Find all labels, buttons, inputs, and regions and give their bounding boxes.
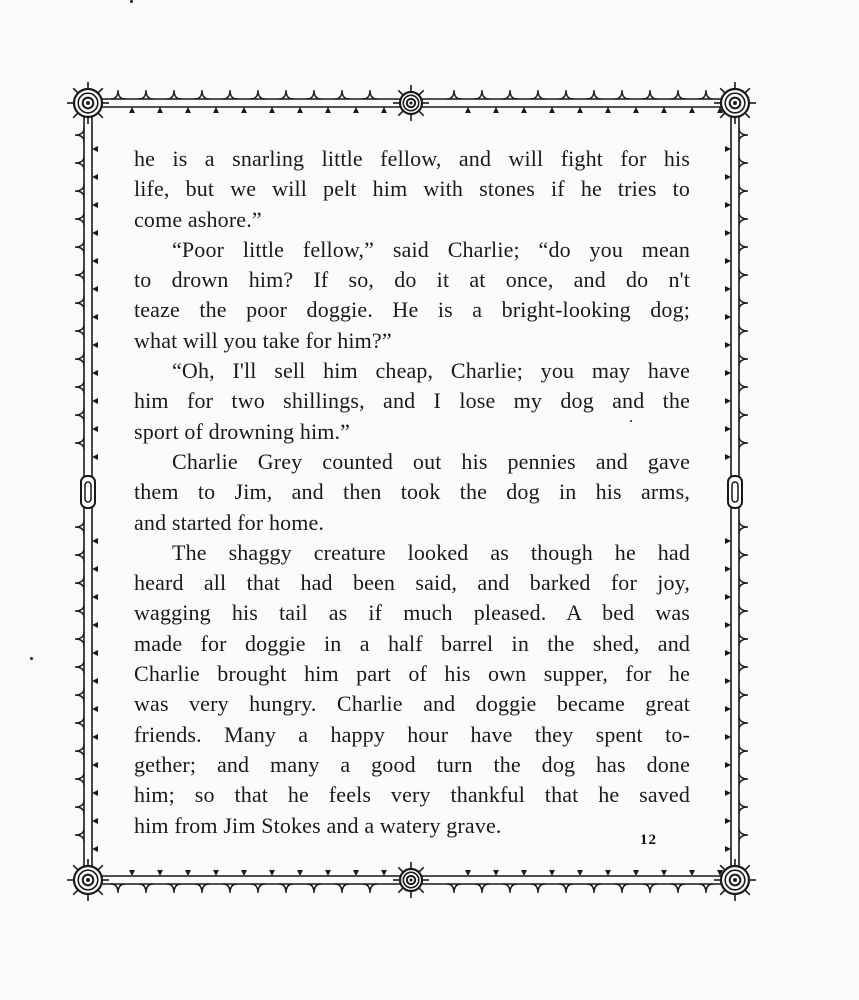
corner-rosette-icon-center xyxy=(86,101,90,105)
thorn xyxy=(725,538,731,544)
mid-rosette-icon-center xyxy=(409,101,412,104)
thorn xyxy=(739,772,748,786)
thorn xyxy=(739,548,748,562)
thorn xyxy=(157,870,163,876)
corner-rosette-icon-spike xyxy=(720,113,725,118)
side-cartouche-icon xyxy=(728,476,742,508)
thorn xyxy=(739,604,748,618)
thorn xyxy=(92,706,98,712)
thorn xyxy=(447,90,461,99)
thorn xyxy=(92,566,98,572)
thorn xyxy=(75,156,84,170)
thorn xyxy=(92,734,98,740)
thorn xyxy=(503,90,517,99)
thorn xyxy=(661,107,667,113)
thorn xyxy=(447,884,461,893)
text-line: gether; and many a good turn the dog has done xyxy=(134,751,690,777)
thorn xyxy=(325,107,331,113)
thorn xyxy=(92,146,98,152)
thorn xyxy=(559,90,573,99)
text-line: friends. Many a happy hour have they spent to- xyxy=(134,721,690,747)
mid-rosette-icon-spike xyxy=(419,111,424,116)
thorn xyxy=(75,184,84,198)
thorn xyxy=(521,107,527,113)
thorn xyxy=(185,107,191,113)
thorn xyxy=(92,538,98,544)
thorn xyxy=(307,90,321,99)
thorn xyxy=(739,436,748,450)
thorn xyxy=(111,90,125,99)
text-line: them to Jim, and then took the dog in his arms, xyxy=(134,479,690,505)
thorn xyxy=(251,90,265,99)
thorn xyxy=(75,604,84,618)
thorn xyxy=(549,870,555,876)
text-line: The shaggy creature looked as though he had xyxy=(172,539,690,565)
thorn xyxy=(75,520,84,534)
thorn xyxy=(725,426,731,432)
thorn xyxy=(549,107,555,113)
thorn xyxy=(725,454,731,460)
thorn xyxy=(335,884,349,893)
thorn xyxy=(353,870,359,876)
mid-rosette-icon-spike xyxy=(419,90,424,95)
corner-rosette-icon-spike xyxy=(73,88,78,93)
mid-rosette-icon-spike xyxy=(398,90,403,95)
thorn xyxy=(92,174,98,180)
thorn xyxy=(223,884,237,893)
corner-rosette-icon-center xyxy=(86,878,90,882)
thorn xyxy=(725,174,731,180)
text-line: what will you take for him?” xyxy=(134,327,392,353)
text-line: him; so that he feels very thankful that he saved xyxy=(134,782,690,808)
thorn xyxy=(521,870,527,876)
thorn xyxy=(381,107,387,113)
thorn xyxy=(739,128,748,142)
thorn xyxy=(725,762,731,768)
thorn xyxy=(139,90,153,99)
thorn xyxy=(559,884,573,893)
thorn xyxy=(75,576,84,590)
thorn xyxy=(739,324,748,338)
mid-rosette-icon-spike xyxy=(419,867,424,872)
thorn xyxy=(725,314,731,320)
thorn xyxy=(531,884,545,893)
thorn xyxy=(75,548,84,562)
corner-rosette-icon-spike xyxy=(745,113,750,118)
thorn xyxy=(587,90,601,99)
thorn xyxy=(739,184,748,198)
thorn xyxy=(725,678,731,684)
thorn xyxy=(671,884,685,893)
corner-rosette-icon-spike xyxy=(720,88,725,93)
thorn xyxy=(577,107,583,113)
thorn xyxy=(725,790,731,796)
thorn xyxy=(129,870,135,876)
text-line: sport of drowning him.” xyxy=(134,418,351,444)
thorn xyxy=(587,884,601,893)
thorn xyxy=(75,716,84,730)
thorn xyxy=(739,800,748,814)
thorn xyxy=(739,828,748,842)
thorn xyxy=(739,716,748,730)
thorn xyxy=(493,870,499,876)
corner-rosette-icon-center xyxy=(733,101,737,105)
thorn xyxy=(279,90,293,99)
thorn xyxy=(699,90,713,99)
corner-rosette-icon-spike xyxy=(98,113,103,118)
text-line: “Oh, I'll sell him cheap, Charlie; you may have xyxy=(172,358,690,384)
thorn xyxy=(297,870,303,876)
thorn xyxy=(335,90,349,99)
thorn xyxy=(725,342,731,348)
thorn xyxy=(725,286,731,292)
thorn xyxy=(92,398,98,404)
thorn xyxy=(92,202,98,208)
thorn xyxy=(157,107,163,113)
thorn xyxy=(363,884,377,893)
thorn xyxy=(725,202,731,208)
thorn xyxy=(307,884,321,893)
corner-rosette-icon-spike xyxy=(720,865,725,870)
thorn xyxy=(643,884,657,893)
thorn xyxy=(223,90,237,99)
thorn xyxy=(241,107,247,113)
thorn xyxy=(139,884,153,893)
thorn xyxy=(92,370,98,376)
mid-rosette-icon-spike xyxy=(419,888,424,893)
thorn xyxy=(725,818,731,824)
thorn xyxy=(739,352,748,366)
text-line: him for two shillings, and I lose my dog and the xyxy=(134,388,690,414)
thorn xyxy=(739,380,748,394)
thorn xyxy=(75,800,84,814)
thorn xyxy=(725,146,731,152)
text-line: and started for home. xyxy=(134,509,325,535)
corner-rosette-icon-spike xyxy=(745,865,750,870)
thorn xyxy=(92,314,98,320)
text-line: come ashore.” xyxy=(134,206,262,232)
thorn xyxy=(739,632,748,646)
thorn xyxy=(92,342,98,348)
body-text xyxy=(134,144,690,841)
thorn xyxy=(75,128,84,142)
thorn xyxy=(195,884,209,893)
thorn xyxy=(725,258,731,264)
thorn xyxy=(577,870,583,876)
thorn xyxy=(725,230,731,236)
thorn xyxy=(279,884,293,893)
text-line: wagging his tail as if much pleased. A bed was xyxy=(134,600,690,626)
thorn xyxy=(739,240,748,254)
text-line: “Poor little fellow,” said Charlie; “do you mean xyxy=(172,236,690,262)
thorn xyxy=(92,790,98,796)
thorn xyxy=(531,90,545,99)
thorn xyxy=(92,594,98,600)
text-line: he is a snarling little fellow, and will fight for his xyxy=(134,146,690,171)
thorn xyxy=(689,107,695,113)
mid-rosette-icon-center xyxy=(409,878,412,881)
thorn xyxy=(671,90,685,99)
thorn xyxy=(475,90,489,99)
thorn xyxy=(111,884,125,893)
thorn xyxy=(213,870,219,876)
thorn xyxy=(92,258,98,264)
thorn xyxy=(92,650,98,656)
thorn xyxy=(739,744,748,758)
thorn xyxy=(739,520,748,534)
ink-speck xyxy=(130,0,133,3)
thorn xyxy=(739,268,748,282)
corner-rosette-icon-spike xyxy=(720,890,725,895)
thorn xyxy=(75,660,84,674)
thorn xyxy=(297,107,303,113)
thorn xyxy=(725,846,731,852)
thorn xyxy=(725,734,731,740)
thorn xyxy=(92,454,98,460)
thorn xyxy=(92,678,98,684)
thorn xyxy=(213,107,219,113)
thorn xyxy=(643,90,657,99)
thorn xyxy=(725,706,731,712)
thorn xyxy=(615,884,629,893)
corner-rosette-icon-center xyxy=(733,878,737,882)
thorn xyxy=(605,107,611,113)
thorn xyxy=(92,846,98,852)
text-line: Charlie Grey counted out his pennies and gave xyxy=(172,448,690,474)
ink-speck xyxy=(30,657,33,660)
thorn xyxy=(475,884,489,893)
thorn xyxy=(363,90,377,99)
thorn xyxy=(739,660,748,674)
thorn xyxy=(739,156,748,170)
thorn xyxy=(241,870,247,876)
text-line: Charlie brought him part of his own supper, for he xyxy=(134,661,690,687)
corner-rosette-icon-spike xyxy=(98,865,103,870)
thorn xyxy=(605,870,611,876)
thorn xyxy=(251,884,265,893)
thorn xyxy=(739,408,748,422)
thorn xyxy=(739,576,748,590)
thorn xyxy=(75,240,84,254)
thorn xyxy=(92,818,98,824)
thorn xyxy=(269,107,275,113)
thorn xyxy=(739,296,748,310)
thorn xyxy=(353,107,359,113)
thorn xyxy=(503,884,517,893)
text-line: him from Jim Stokes and a watery grave. xyxy=(134,812,502,838)
corner-rosette-icon-spike xyxy=(73,890,78,895)
thorn xyxy=(325,870,331,876)
thorn xyxy=(689,870,695,876)
thorn xyxy=(493,107,499,113)
thorn xyxy=(75,268,84,282)
thorn xyxy=(725,622,731,628)
thorn xyxy=(92,426,98,432)
thorn xyxy=(75,352,84,366)
mid-rosette-icon-spike xyxy=(398,867,403,872)
page-number: 12 xyxy=(640,832,657,848)
thorn xyxy=(185,870,191,876)
thorn xyxy=(633,870,639,876)
thorn xyxy=(129,107,135,113)
thorn xyxy=(725,566,731,572)
thorn xyxy=(92,286,98,292)
thorn xyxy=(75,212,84,226)
thorn xyxy=(739,688,748,702)
text-line: life, but we will pelt him with stones if he tries to xyxy=(134,176,690,202)
thorn xyxy=(465,870,471,876)
thorn xyxy=(75,324,84,338)
thorn xyxy=(75,436,84,450)
thorn xyxy=(739,212,748,226)
side-cartouche-icon xyxy=(81,476,95,508)
thorn xyxy=(167,884,181,893)
text-line: heard all that had been said, and barked for joy, xyxy=(134,570,690,596)
thorn xyxy=(633,107,639,113)
text-line: to drown him? If so, do it at once, and do n't xyxy=(134,267,690,293)
thorn xyxy=(75,380,84,394)
thorn xyxy=(195,90,209,99)
corner-rosette-icon-spike xyxy=(98,88,103,93)
thorn xyxy=(465,107,471,113)
text-line: was very hungry. Charlie and doggie became great xyxy=(134,691,690,717)
thorn xyxy=(725,370,731,376)
thorn xyxy=(615,90,629,99)
thorn xyxy=(75,688,84,702)
thorn xyxy=(725,398,731,404)
corner-rosette-icon-spike xyxy=(745,890,750,895)
corner-rosette-icon-spike xyxy=(98,890,103,895)
thorn xyxy=(167,90,181,99)
thorn xyxy=(381,870,387,876)
thorn xyxy=(75,772,84,786)
thorn xyxy=(699,884,713,893)
corner-rosette-icon-spike xyxy=(73,865,78,870)
thorn xyxy=(269,870,275,876)
corner-rosette-icon-spike xyxy=(745,88,750,93)
corner-rosette-icon-spike xyxy=(73,113,78,118)
thorn xyxy=(75,828,84,842)
mid-rosette-icon-spike xyxy=(398,888,403,893)
text-line: made for doggie in a half barrel in the shed, and xyxy=(134,630,690,656)
thorn xyxy=(75,632,84,646)
thorn xyxy=(92,622,98,628)
thorn xyxy=(725,594,731,600)
thorn xyxy=(725,650,731,656)
thorn xyxy=(92,762,98,768)
thorn xyxy=(661,870,667,876)
text-line: teaze the poor doggie. He is a bright-looking dog; xyxy=(134,297,690,323)
thorn xyxy=(92,230,98,236)
ink-speck xyxy=(630,420,632,422)
thorn xyxy=(75,744,84,758)
thorn xyxy=(75,296,84,310)
thorn xyxy=(75,408,84,422)
mid-rosette-icon-spike xyxy=(398,111,403,116)
